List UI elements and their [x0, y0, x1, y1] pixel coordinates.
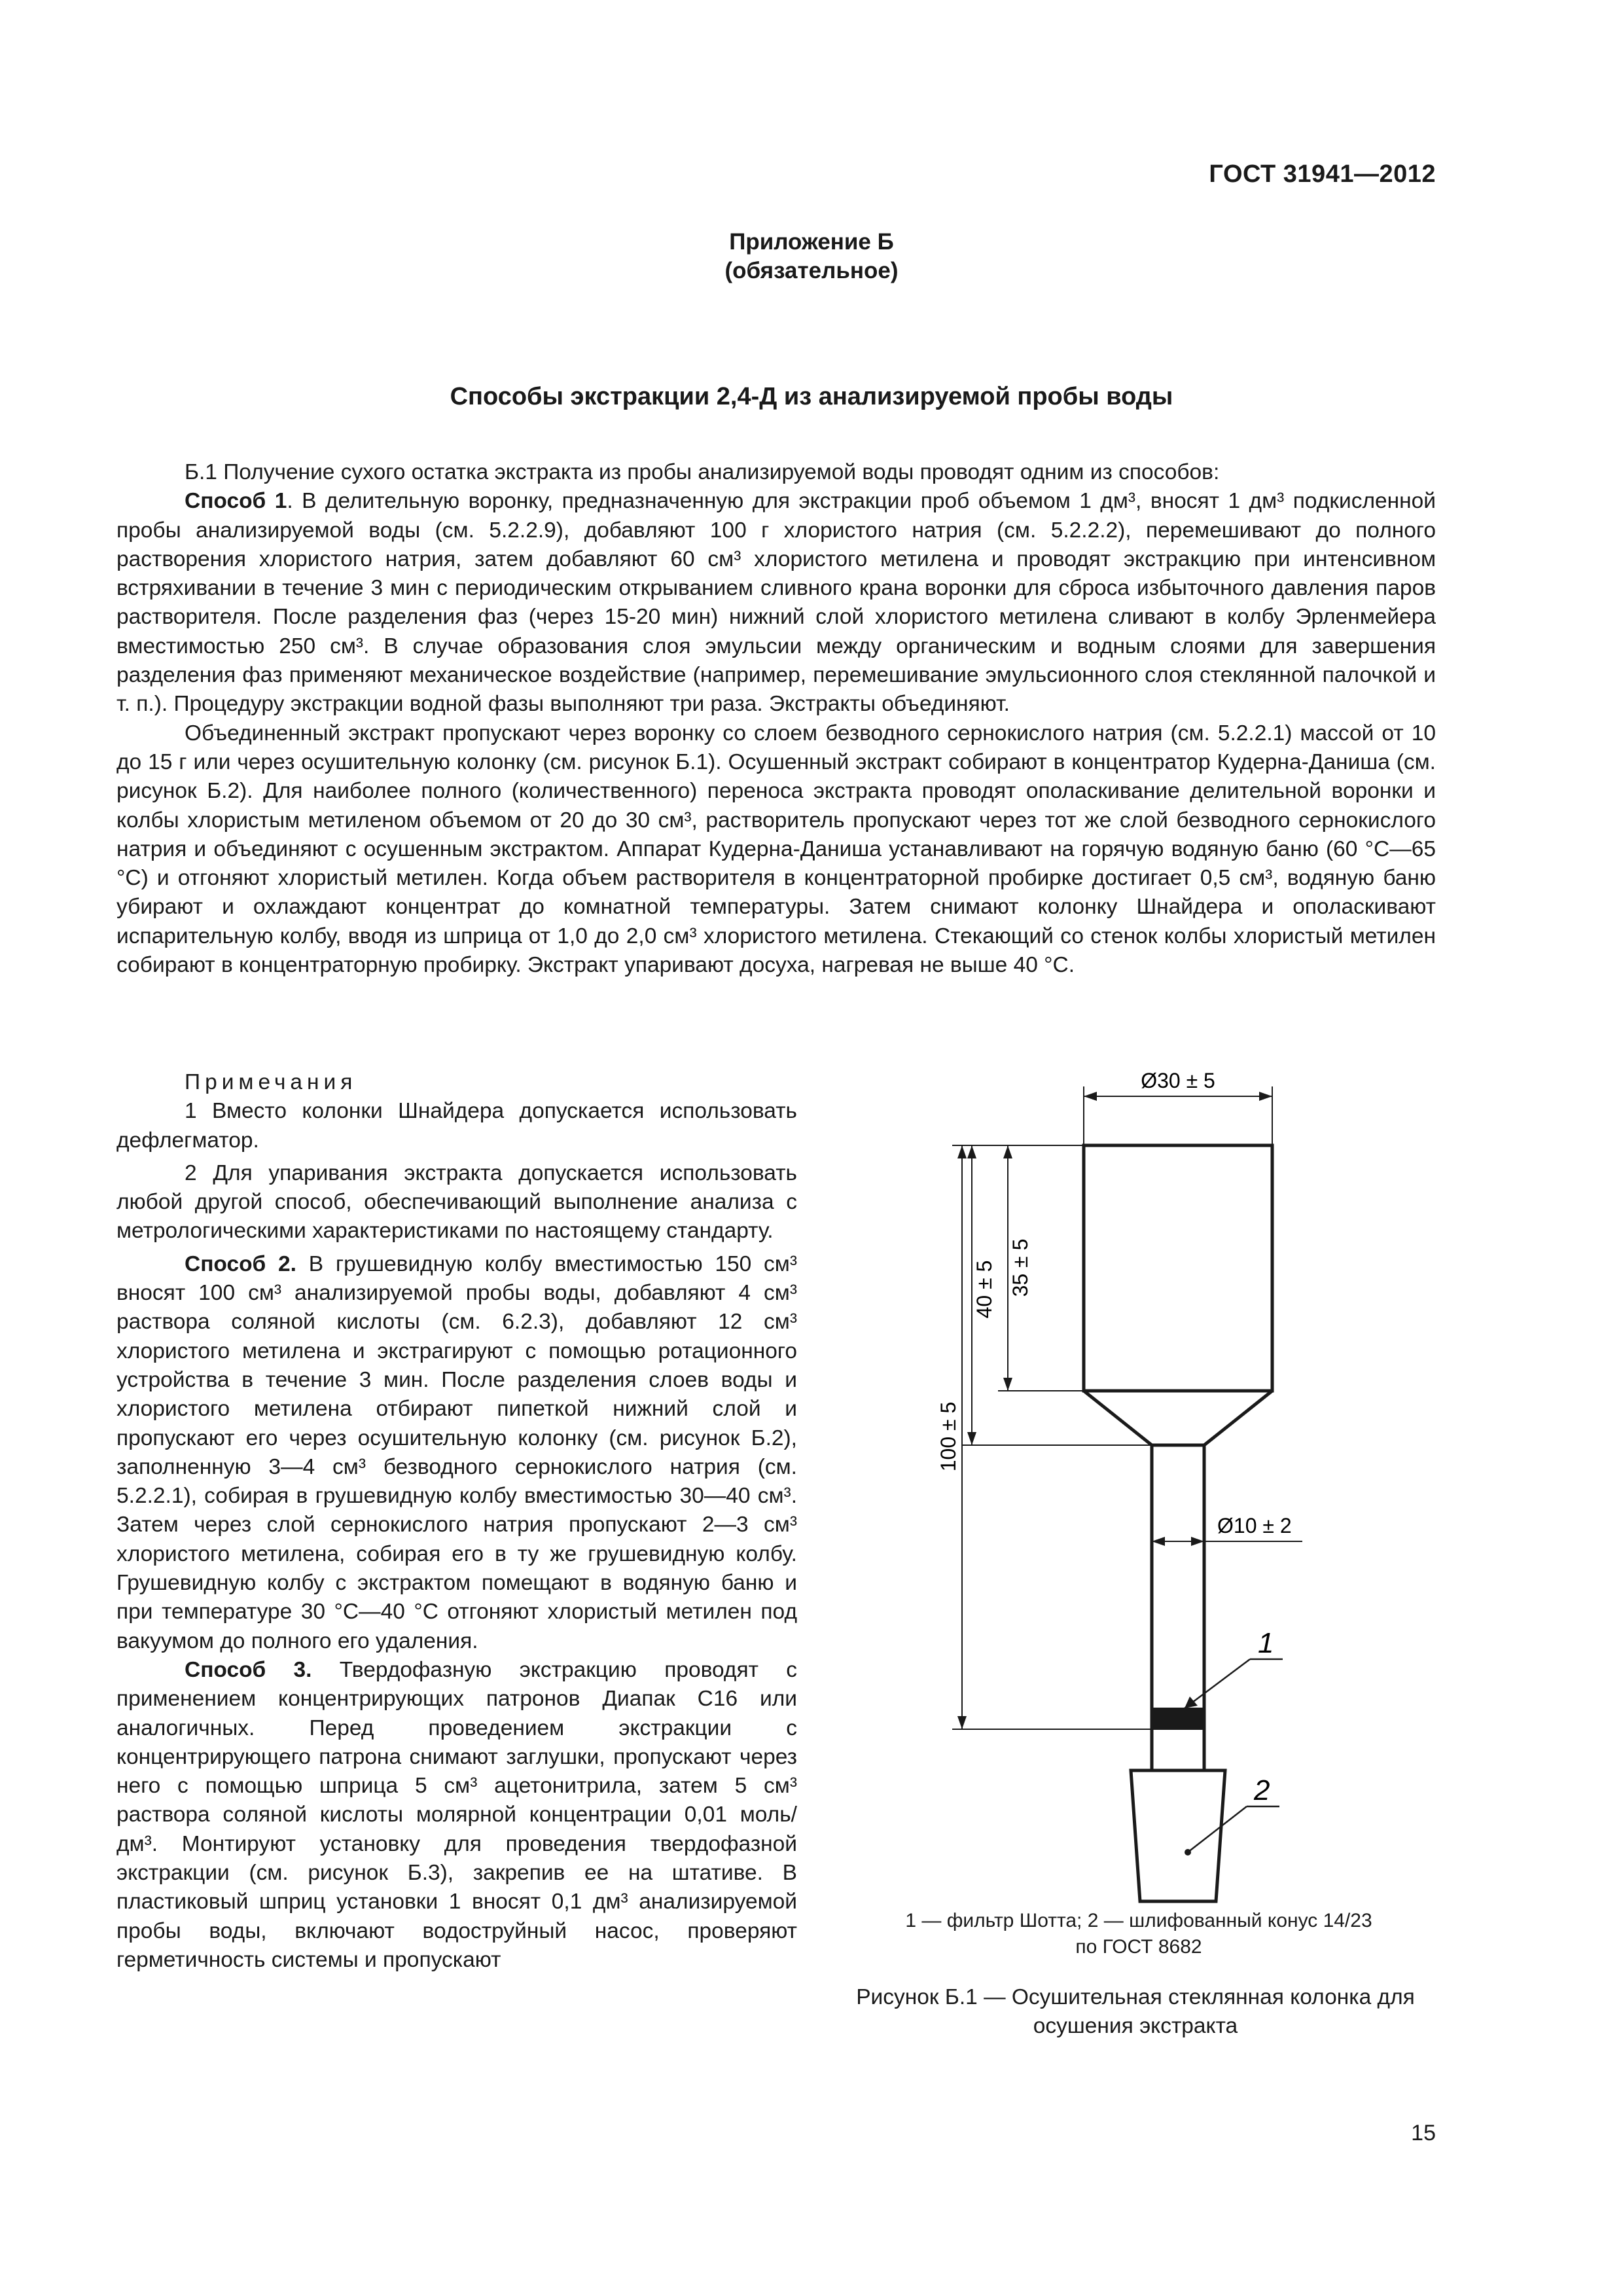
caption-line-2: осушения экстракта: [1033, 2014, 1238, 2038]
annex-status: (обязательное): [724, 258, 899, 283]
callout-2: 2: [1254, 1774, 1270, 1806]
dim-100-label: 100 ± 5: [936, 1401, 960, 1472]
method3-paragraph: [116, 1656, 797, 1975]
schott-filter: [1152, 1708, 1204, 1729]
dim-40-label: 40 ± 5: [972, 1260, 996, 1319]
arrow-35-bottom: [1003, 1378, 1012, 1391]
filter-leader: [1185, 1659, 1250, 1708]
left-column: [116, 1068, 797, 1975]
method3-label: Способ 3.: [185, 1657, 312, 1682]
method2-label: Способ 2.: [185, 1251, 296, 1276]
figure-legend: [831, 1908, 1446, 1960]
dim-35-label: 35 ± 5: [1008, 1238, 1032, 1297]
arrow-100-top: [957, 1145, 967, 1158]
document-number: ГОСТ 31941—2012: [1209, 160, 1436, 188]
drying-column-drawing: [812, 1054, 1322, 1905]
arrow-40-bottom: [967, 1432, 976, 1445]
callout-1: 1: [1258, 1627, 1274, 1659]
arrow-filter: [1185, 1696, 1198, 1708]
column-reservoir: [1084, 1145, 1272, 1391]
method1-text: . В делительную воронку, предназначенную для экстракции проб объемом 1 дм³, вносят 1 дм³ подкисленной пробы анализируемой воды (см. 5.2.2.9), добавляют 100 г хлористого натрия (см. 5.2.2.2), перемешивают до полного растворения хлористого натрия, затем добавляют 60 см³ хлористого метилена и проводят экстракцию при интенсивном встряхивании в течение 3 мин с периодическим открыванием сливного крана воронки для сброса избыточного давления паров растворителя. После разделения фаз (через 15-20 мин) нижний слой хлористого метилена сливают в колбу Эрленмейера вместимостью 250 см³. В случае образования слоя эмульсии между органическим и водным слоями для завершения разделения фаз применяют механическое воздействие (например, перемешивание эмульсионного слоя стеклянной палочкой и т. п.). Процедуру экстракции водной фазы выполняют три раза. Экстракты объединяют.: [116, 489, 1436, 717]
method3-text: Твердофазную экстракцию проводят с применением концентрирующих патронов Диапак С16 или аналогичных. Перед проведением экстракции с концентрирующего патрона снимают заглушки, пропускают через него с помощью шприца 5 см³ ацетонитрила, затем 5 см³ раствора соляной кислоты молярной концентрации 0,01 моль/дм³. Монтируют установку для проведения твердофазной экстракции (см. рисунок Б.3), закрепив ее на штативе. В пластиковый шприц установки 1 вносят 0,1 дм³ анализируемой пробы воды, включают водоструйный насос, проверяют герметичность системы и пропускают: [116, 1657, 797, 1972]
column-funnel: [1084, 1391, 1272, 1445]
dim-stem-label: Ø10 ± 2: [1217, 1514, 1292, 1537]
arrow-100-bottom: [957, 1716, 967, 1729]
method1-label: Способ 1: [185, 489, 287, 514]
annex-title: Приложение Б: [729, 229, 894, 255]
method1-paragraph: [116, 487, 1436, 719]
method2-paragraph: [116, 1250, 797, 1656]
legend-line-1: 1 — фильтр Шотта; 2 — шлифованный конус 14/23: [905, 1910, 1372, 1931]
arrow-35-top: [1003, 1145, 1012, 1158]
arrow-stem-right: [1191, 1537, 1204, 1546]
note-1: 1 Вместо колонки Шнайдера допускается использовать дефлегматор.: [116, 1099, 797, 1153]
figure-caption: [812, 1983, 1459, 2041]
dim-top-label: Ø30 ± 5: [1141, 1069, 1215, 1092]
page-number: 15: [1411, 2121, 1436, 2145]
cone-leader: [1188, 1806, 1247, 1852]
arrow-top-left: [1084, 1092, 1097, 1101]
arrow-stem-left: [1152, 1537, 1165, 1546]
drying-paragraph: Объединенный экстракт пропускают через воронку со слоем безводного сернокислого натрия (см. 5.2.2.1) массой от 10 до 15 г или через осушительную колонку (см. рисунок Б.1). Осушенный экстракт собирают в концентратор Кудерна-Даниша (см. рисунок Б.2). Для наиболее полного (количественного) переноса экстракта проводят ополаскивание делительной воронки и колбы хлористым метиленом объемом от 20 до 30 см³, растворитель пропускают через тот же слой безводного сернокислого натрия и объединяют с осушенным экстрактом. Аппарат Кудерна-Даниша устанавливают на горячую водяную баню (60 °С—65 °С) и отгоняют хлористый метилен. Когда объем растворителя в концентраторной пробирке достигает 0,5 см³, водяную баню убирают и охлаждают концентрат до комнатной температуры. Затем снимают колонку Шнайдера и ополаскивают испарительную колбу, вводя из шприца от 1,0 до 2,0 см³ хлористого метилена. Стекающий со стенок колбы хлористый метилен собирают в концентраторную пробирку. Экстракт упаривают досуха, нагревая не выше 40 °С.: [116, 721, 1436, 978]
arrow-top-right: [1259, 1092, 1272, 1101]
annex-heading: [0, 228, 1623, 285]
ground-cone: [1131, 1770, 1225, 1901]
section-title: Способы экстракции 2,4-Д из анализируемой пробы воды: [450, 383, 1173, 410]
notes-heading: Примечания: [185, 1070, 357, 1094]
arrow-40-top: [967, 1145, 976, 1158]
note-2: 2 Для упаривания экстракта допускается использовать любой другой способ, обеспечивающий выполнение анализа с метрологическими характеристиками по настоящему стандарту.: [116, 1160, 797, 1244]
caption-line-1: Рисунок Б.1 — Осушительная стеклянная колонка для: [856, 1985, 1415, 2009]
legend-line-2: по ГОСТ 8682: [1075, 1936, 1202, 1958]
intro-paragraph: Б.1 Получение сухого остатка экстракта из пробы анализируемой воды проводят одним из способов:: [185, 460, 1220, 484]
main-text: [116, 458, 1436, 980]
method2-text: В грушевидную колбу вместимостью 150 см³ вносят 100 см³ анализируемой пробы воды, добавляют 4 см³ раствора соляной кислоты (см. 6.2.3), добавляют 12 см³ хлористого метилена и экстрагируют с помощью ротационного устройства в течение 3 мин. После разделения слоев воды и хлористого метилена отбирают пипеткой нижний слой и пропускают его через осушительную колонку (см. рисунок Б.2), заполненную 3—4 см³ безводного сернокислого натрия (см. 5.2.2.1), собирая в грушевидную колбу вместимостью 30—40 см³. Затем через слой сернокислого натрия пропускают 2—3 см³ хлористого метилена, собирая его в ту же грушевидную колбу. Грушевидную колбу с экстрактом помещают в водяную баню и при температуре 30 °С—40 °С отгоняют хлористый метилен под вакуумом до полного его удаления.: [116, 1251, 797, 1653]
